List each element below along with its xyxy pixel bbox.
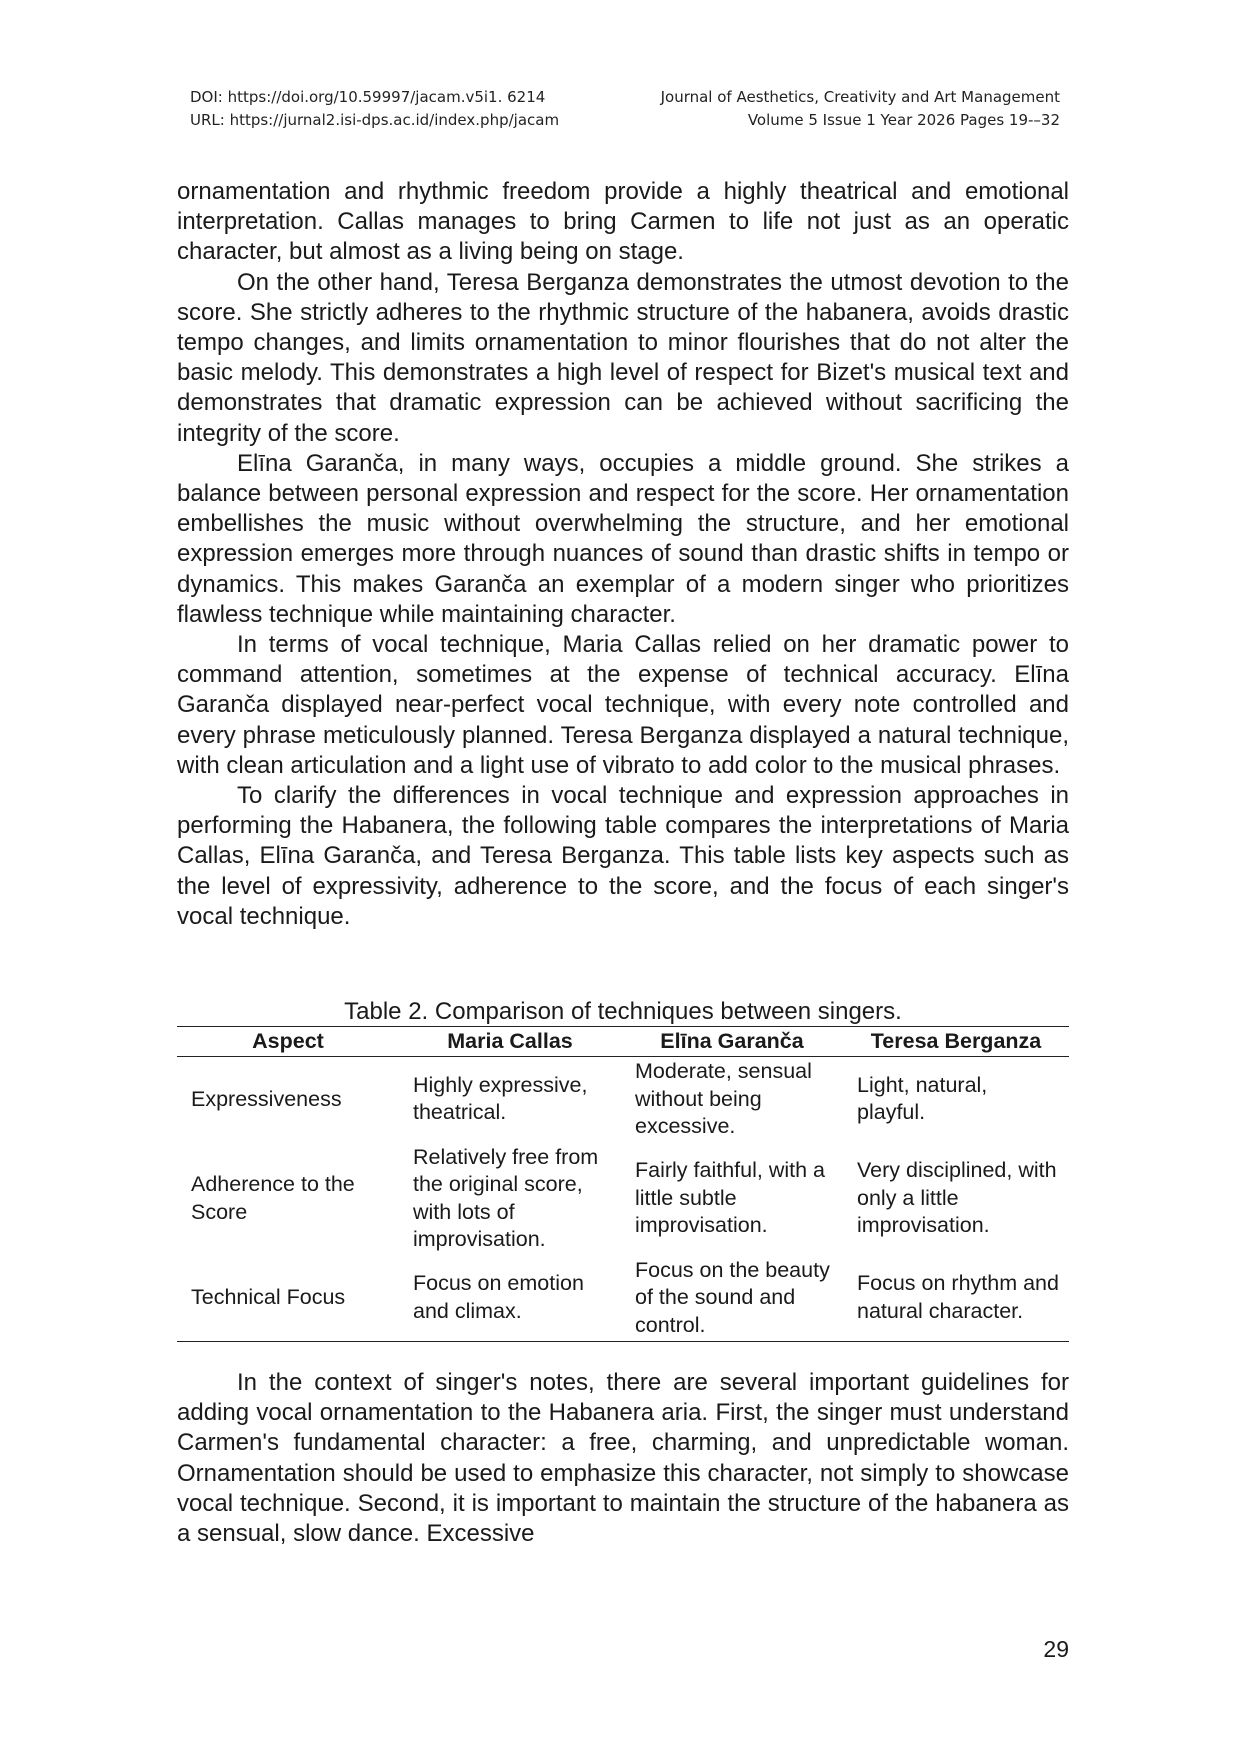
comparison-table-block <box>177 997 1069 1342</box>
table-row <box>177 1057 1069 1143</box>
paragraph: Elīna Garanča, in many ways, occupies a middle ground. She strikes a balance between personal expression and respect for the score. Her ornamentation embellishes the music without overwhelming the structure, and her emotional expression emerges more through nuances of sound than drastic shifts in tempo or dynamics. This makes Garanča an exemplar of a modern singer who prioritizes flawless technique while maintaining character. <box>177 449 1069 628</box>
table-cell: Focus on rhythm and natural character. <box>857 1271 1059 1323</box>
paragraph: In the context of singer's notes, there are several important guidelines for adding vocal ornamentation to the Habanera aria. First, the singer must understand Carmen's fundamental character: a free, charming, and unpredictable woman. Ornamentation should be used to emphasize this character, not simply to showcase vocal technique. Second, it is important to maintain the structure of the habanera as a sensual, slow dance. Excessive <box>177 1369 1069 1548</box>
table-cell: Highly expressive, theatrical. <box>413 1072 588 1125</box>
table-cell: Focus on emotion and climax. <box>413 1271 584 1323</box>
table-cell: Very disciplined, with only a little improvisation. <box>857 1158 1057 1238</box>
page-number: 29 <box>1043 1636 1069 1662</box>
comparison-table <box>177 1026 1069 1342</box>
table-header-cell: Elīna Garanča <box>621 1027 843 1057</box>
table-cell: Light, natural, playful. <box>857 1072 988 1125</box>
table-header-cell: Aspect <box>177 1027 399 1057</box>
table-cell: Moderate, sensual without being excessive. <box>635 1059 812 1138</box>
after-table-body-text <box>177 1368 1069 1549</box>
paragraph: ornamentation and rhythmic freedom provide a highly theatrical and emotional interpretation. Callas manages to bring Carmen to life not just as an operatic character, but almost as a living being on stage. <box>177 178 1069 266</box>
table-cell: Focus on the beauty of the sound and control. <box>635 1257 830 1337</box>
table-row <box>177 1256 1069 1342</box>
table-row <box>177 1143 1069 1256</box>
table-caption: Table 2. Comparison of techniques between singers. <box>344 998 902 1025</box>
table-cell: Relatively free from the original score, with lots of improvisation. <box>413 1144 599 1251</box>
table-header-row <box>177 1027 1069 1057</box>
main-body-text <box>177 177 1069 932</box>
table-cell: Adherence to the Score <box>191 1172 355 1224</box>
header-left <box>190 86 559 132</box>
header-journal: Journal of Aesthetics, Creativity and Art Management <box>660 88 1060 106</box>
table-cell: Fairly faithful, with a little subtle improvisation. <box>635 1158 825 1238</box>
header-right <box>661 86 1060 132</box>
header-doi: DOI: https://doi.org/10.59997/jacam.v5i1. 6214 <box>190 88 546 106</box>
header-url: URL: https://jurnal2.isi-dps.ac.id/index.php/jacam <box>190 111 560 129</box>
paragraph: On the other hand, Teresa Berganza demonstrates the utmost devotion to the score. She strictly adheres to the rhythmic structure of the habanera, avoids drastic tempo changes, and limits ornamentation to minor flourishes that do not alter the basic melody. This demonstrates a high level of respect for Bizet's musical text and demonstrates that dramatic expression can be achieved without sacrificing the integrity of the score. <box>177 268 1069 447</box>
table-header-cell: Maria Callas <box>399 1027 621 1057</box>
paragraph: To clarify the differences in vocal technique and expression approaches in performing the Habanera, the following table compares the interpretations of Maria Callas, Elīna Garanča, and Teresa Berganza. This table lists key aspects such as the level of expressivity, adherence to the score, and the focus of each singer's vocal technique. <box>177 782 1069 930</box>
table-cell: Expressiveness <box>191 1086 342 1111</box>
paragraph: In terms of vocal technique, Maria Callas relied on her dramatic power to command attention, sometimes at the expense of technical accuracy. Elīna Garanča displayed near-perfect vocal technique, with every note controlled and every phrase meticulously planned. Teresa Berganza displayed a natural technique, with clean articulation and a light use of vibrato to add color to the musical phrases. <box>177 631 1069 779</box>
table-cell: Technical Focus <box>191 1285 346 1309</box>
table-header-cell: Teresa Berganza <box>843 1027 1069 1057</box>
header-volume: Volume 5 Issue 1 Year 2026 Pages 19-–32 <box>747 111 1060 129</box>
